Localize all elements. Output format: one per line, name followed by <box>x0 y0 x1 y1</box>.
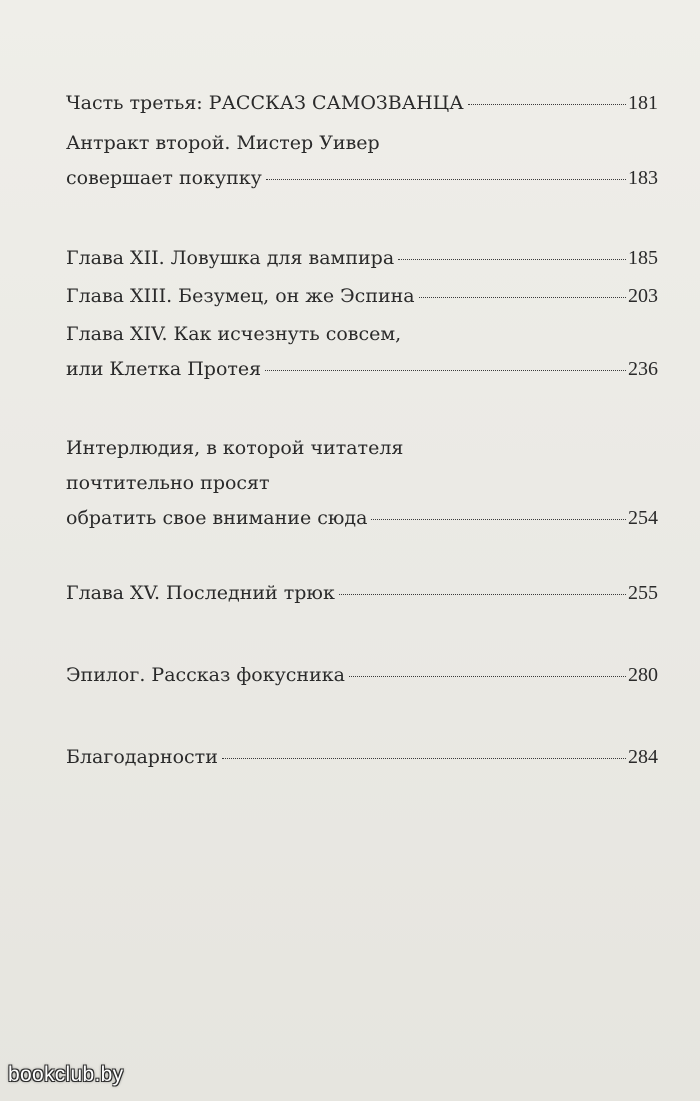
toc-entry-title: совершает покупку <box>66 167 262 189</box>
toc-entry-title: Глава XIV. Как исчезнуть совсем, <box>66 323 402 345</box>
dot-leader <box>339 594 626 595</box>
dot-leader <box>349 676 626 677</box>
toc-entry-line <box>66 86 658 121</box>
toc-entry <box>66 126 658 196</box>
toc-entry-title: почтительно просят <box>66 472 270 494</box>
dot-leader <box>398 259 626 260</box>
toc-page-number: 181 <box>628 92 658 114</box>
toc-page-number: 236 <box>628 358 658 380</box>
toc-entry-title: Глава XII. Ловушка для вампира <box>66 247 395 269</box>
toc-entry-title: Благодарности <box>66 746 218 768</box>
toc-entry-title: Глава XIII. Безумец, он же Эспина <box>66 285 415 307</box>
toc-entry-line <box>66 501 658 536</box>
toc-entry <box>66 431 658 536</box>
toc-entry-title: Часть третья: РАССКАЗ САМОЗВАНЦА <box>66 92 464 114</box>
dot-leader <box>419 297 626 298</box>
toc-page-number: 284 <box>628 746 658 768</box>
dot-leader <box>222 758 626 759</box>
toc-entry-line <box>66 126 658 161</box>
watermark: bookclub.by <box>8 1063 124 1086</box>
toc-entry <box>66 740 658 775</box>
dot-leader <box>266 179 626 180</box>
toc-entry-title: Глава XV. Последний трюк <box>66 582 335 604</box>
toc-page-number: 203 <box>628 285 658 307</box>
toc-entry <box>66 279 658 314</box>
toc-entry-title: Антракт второй. Мистер Уивер <box>66 132 380 154</box>
toc-page-number: 185 <box>628 247 658 269</box>
toc-page-number: 280 <box>628 664 658 686</box>
toc-entry-line <box>66 431 658 466</box>
toc-page-number: 183 <box>628 167 658 189</box>
toc-entry-line <box>66 241 658 276</box>
toc-entry-title: Эпилог. Рассказ фокусника <box>66 664 345 686</box>
toc-entry-line <box>66 658 658 693</box>
toc-page-number: 254 <box>628 507 658 529</box>
toc-entry-line <box>66 161 658 196</box>
toc-page-number: 255 <box>628 582 658 604</box>
toc-entry-title: Интерлюдия, в которой читателя <box>66 437 404 459</box>
dot-leader <box>371 519 626 520</box>
toc-entry-line <box>66 740 658 775</box>
toc-entry <box>66 317 658 387</box>
toc-entry-line <box>66 466 658 501</box>
toc-entry <box>66 241 658 276</box>
toc-entry <box>66 86 658 121</box>
toc-entry-line <box>66 576 658 611</box>
toc-entry-title: обратить свое внимание сюда <box>66 507 368 529</box>
toc-entry-title: или Клетка Протея <box>66 358 262 380</box>
toc-entry <box>66 576 658 611</box>
toc-entry-line <box>66 317 658 352</box>
dot-leader <box>265 370 626 371</box>
toc-entry <box>66 658 658 693</box>
toc-entry-line <box>66 352 658 387</box>
toc-entry-line <box>66 279 658 314</box>
dot-leader <box>468 104 626 105</box>
